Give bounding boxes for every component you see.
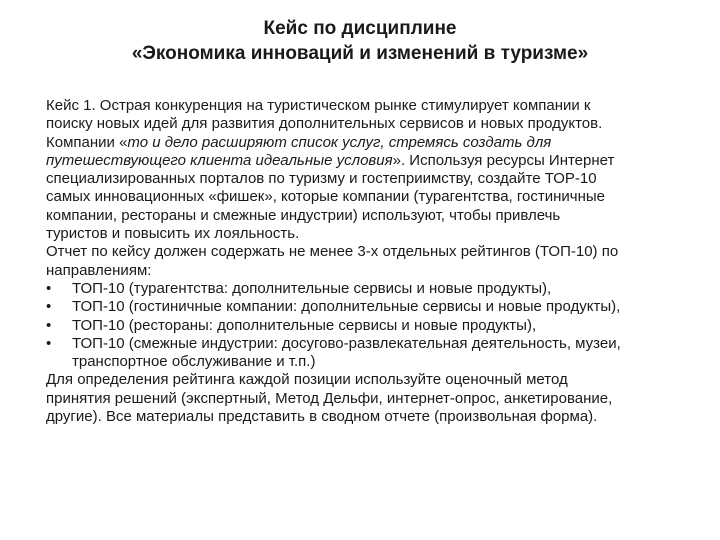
method-text-line: принятия решений (экспертный, Метод Дельфи, интернет-опрос, анкетирование, — [46, 389, 613, 407]
case-text-line: компании, рестораны и смежные индустрии) используют, чтобы привлечь — [46, 206, 561, 224]
bullet-continuation: транспортное обслуживание и т.п.) — [72, 353, 316, 371]
case-text-fragment: ». Используя ресурсы Интернет — [392, 151, 615, 169]
report-requirement-line: Отчет по кейсу должен содержать не менее 3-х отдельных рейтингов (ТОП-10) по — [46, 243, 619, 261]
case-text-line — [46, 152, 686, 170]
bullet-item — [46, 317, 686, 335]
bullet-icon: • — [46, 316, 52, 334]
bullet-text: ТОП-10 (смежные индустрии: досугово-развлекательная деятельность, музеи, — [72, 334, 621, 352]
bullet-icon: • — [46, 334, 52, 352]
bullet-item — [46, 298, 686, 316]
bullet-item — [46, 280, 686, 298]
case-text-line: туристов и повысить их лояльность. — [46, 225, 300, 243]
italic-quote: путешествующего клиента идеальные условия — [46, 151, 393, 169]
bullet-text: ТОП-10 (турагентства: дополнительные сервисы и новые продукты), — [72, 279, 552, 297]
slide-title — [40, 16, 680, 66]
method-text-line: Для определения рейтинга каждой позиции используйте оценочный метод — [46, 371, 568, 389]
case-text-line: самых инновационных «фишек», которые компании (турагентства, гостиничные — [46, 188, 606, 206]
bullet-icon: • — [46, 298, 52, 316]
slide-body — [46, 97, 686, 426]
case-text-fragment: Компании « — [46, 133, 128, 151]
bullet-text: ТОП-10 (рестораны: дополнительные сервисы и новые продукты), — [72, 316, 537, 334]
case-text-line — [46, 134, 686, 152]
method-text-line: другие). Все материалы представить в сводном отчете (произвольная форма). — [46, 408, 598, 426]
bullet-text: ТОП-10 (гостиничные компании: дополнительные сервисы и новые продукты), — [72, 298, 621, 316]
title-line-1: Кейс по дисциплине — [263, 18, 457, 39]
case-text-line: Кейс 1. Острая конкуренция на туристическом рынке стимулирует компании к — [46, 97, 591, 114]
italic-quote: то и дело расширяют список услуг, стремясь создать для — [127, 133, 552, 151]
bullet-icon: • — [46, 279, 52, 297]
title-line-2: «Экономика инноваций и изменений в туризме» — [131, 43, 589, 64]
report-requirement-line: направлениям: — [46, 261, 152, 279]
case-text-line: специализированных порталов по туризму и гостеприимству, создайте ТОР-10 — [46, 170, 597, 188]
case-text-line: поиску новых идей для развития дополнительных сервисов и новых продуктов. — [46, 115, 603, 133]
bullet-item — [46, 335, 686, 353]
